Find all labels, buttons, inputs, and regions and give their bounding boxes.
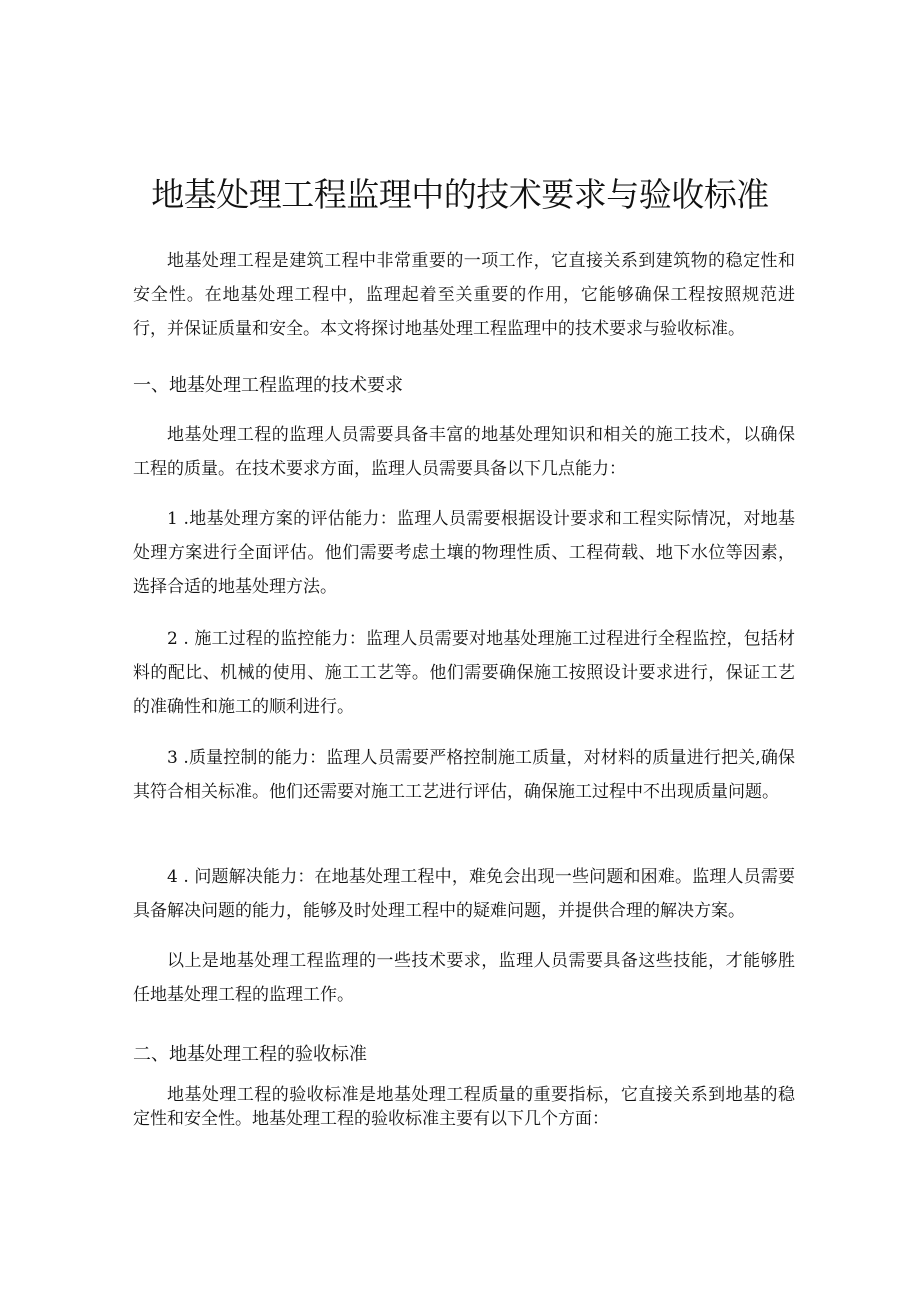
- section-1-item-2: 2 . 施工过程的监控能力：监理人员需要对地基处理施工过程进行全程监控，包括材料的配比、机械的使用、施工工艺等。他们需要确保施工按照设计要求进行，保证工艺的准确性和施工的顺利进行。: [133, 629, 795, 717]
- section-2-heading: 二、地基处理工程的验收标准: [133, 1044, 367, 1065]
- section-1-lead-paragraph: 地基处理工程的监理人员需要具备丰富的地基处理知识和相关的施工技术，以确保工程的质量。在技术要求方面，监理人员需要具备以下几点能力：: [133, 425, 795, 479]
- intro-paragraph: 地基处理工程是建筑工程中非常重要的一项工作，它直接关系到建筑物的稳定性和安全性。在地基处理工程中，监理起着至关重要的作用，它能够确保工程按照规范进行，并保证质量和安全。本文将探讨地基处理工程监理中的技术要求与验收标准。: [133, 251, 795, 339]
- section-1-heading: 一、地基处理工程监理的技术要求: [133, 375, 403, 396]
- document-title: 地基处理工程监理中的技术要求与验收标准: [151, 175, 769, 214]
- section-1-item-3: 3 .质量控制的能力：监理人员需要严格控制施工质量，对材料的质量进行把关,确保其符合相关标准。他们还需要对施工工艺进行评估，确保施工过程中不出现质量问题。: [133, 748, 795, 802]
- section-1-summary: 以上是地基处理工程监理的一些技术要求，监理人员需要具备这些技能，才能够胜任地基处理工程的监理工作。: [133, 951, 795, 1005]
- section-1-item-4: 4 . 问题解决能力：在地基处理工程中，难免会出现一些问题和困难。监理人员需要具备解决问题的能力，能够及时处理工程中的疑难问题，并提供合理的解决方案。: [133, 867, 795, 921]
- section-2-lead-paragraph: 地基处理工程的验收标准是地基处理工程质量的重要指标，它直接关系到地基的稳定性和安全性。地基处理工程的验收标准主要有以下几个方面：: [133, 1085, 795, 1129]
- section-1-item-1: 1 .地基处理方案的评估能力：监理人员需要根据设计要求和工程实际情况，对地基处理方案进行全面评估。他们需要考虑土壤的物理性质、工程荷载、地下水位等因素，选择合适的地基处理方法。: [133, 509, 795, 597]
